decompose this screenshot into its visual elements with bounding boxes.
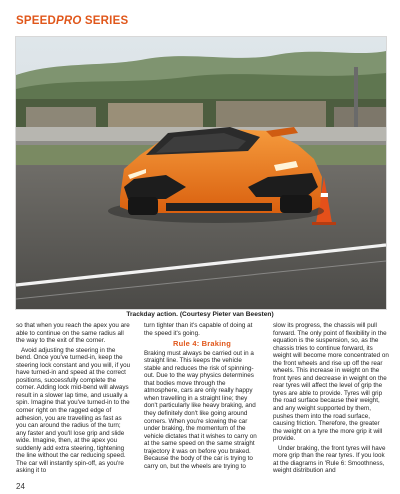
series-label: SERIES [81,15,129,27]
section-heading-rule-4: Rule 4: Braking [172,339,231,349]
paragraph: Braking must always be carried out in a straight line. This keeps the vehicle stable and reduces the risk of spinning-out. Due to the way physics determines that bodies move through the atmosphere, cars are only really happy when travelling in a straight line; they don't particularly like heavy braking, and they definitely don't like going around corners. When you're slowing the car under braking, the momentum of the vehicle dictates that it wishes to carry on at the same speed on the same straight trajectory it was on before you braked. Because the body of the car is trying to carry on, but the wheels are trying to [144,349,257,470]
trackday-photo [15,36,387,310]
column-3 [273,322,389,477]
column-2 [144,322,260,472]
paragraph: slow its progress, the chassis will pull forward. The only point of flexibility in the equation is the suspension, so, as the chassis tries to continue forward, its weight will become more concentrated on the front wheels and rise up off the rear wheels. This increase in weight on the front tyres and decrease in weight on the rear tyres will affect the level of grip the tyres are able to provide. Tyres will grip the road surface because their weight, and any weight supported by them, pushes them into the road surface, causing friction. Therefore, the greater the weight on a tyre the more grip it will provide. [273,322,389,443]
column-1 [16,322,132,477]
page-number: 24 [16,482,25,491]
series-speed: SPEED [16,15,56,27]
paragraph: so that when you reach the apex you are able to continue on the same radius all the way to the exit of the corner. [16,322,130,345]
paragraph: Avoid adjusting the steering in the bend. Once you've turned-in, keep the steering lock constant and you will, if you have turned-in and speed at the correct positions, successfully complete the corner. Adding lock mid-bend will always result in a slower lap time, and usually a spin. Imagine that you've turned-in to the corner right on the ragged edge of adhesion, you are travelling as fast as you can around the radius of the turn; any faster and you'll lose grip and slide wide. Imagine, then, at the apex you suddenly add extra steering, tightening the line without the car reducing speed. The car will instantly spin-off, as you're asking it to [16,346,131,475]
paragraph: Under braking, the front tyres will have more grip than the rear tyres. If you look at the diagrams in 'Rule 6: Smoothness, weight distribution and [273,444,386,475]
trackday-photo-illustration [16,37,386,309]
series-header [16,15,128,27]
photo-caption: Trackday action. (Courtesy Pieter van Beesten) [126,311,274,318]
paragraph: turn tighter than it's capable of doing at the speed it's going. [144,322,253,337]
series-pro: PRO [56,15,82,27]
